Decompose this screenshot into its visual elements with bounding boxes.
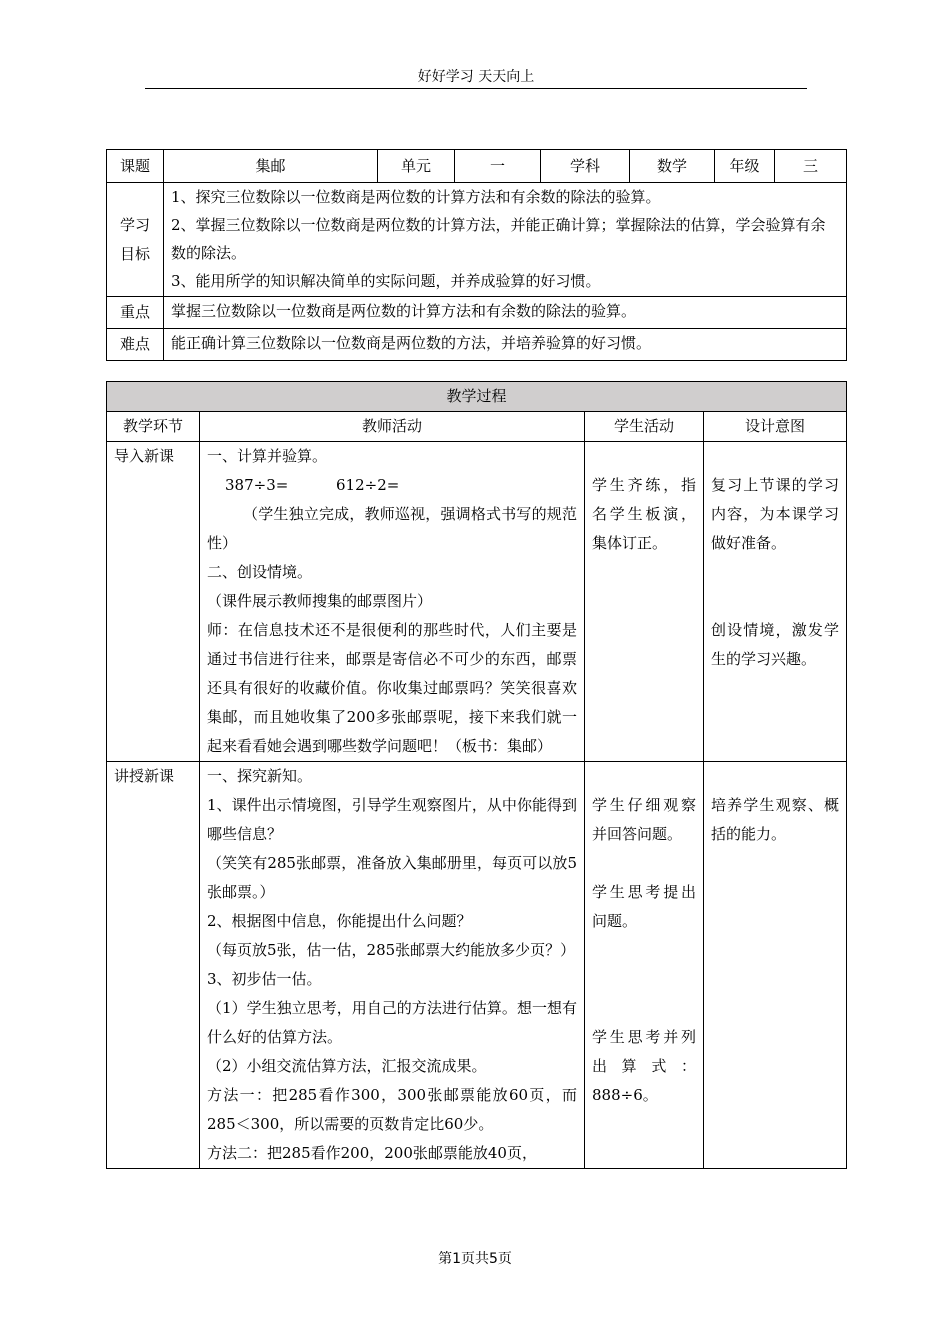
goal-item: 3、能用所学的知识解决简单的实际问题，并养成验算的好习惯。 (171, 272, 601, 290)
topic-value: 集邮 (164, 150, 378, 183)
student-activity: 学生思考提出问题。 (592, 883, 696, 930)
column-header: 设计意图 (704, 412, 847, 442)
teacher-line: 方法一：把285看作300，300张邮票能放60页，而285＜300，所以需要的页数肯定比60少。 (207, 1086, 577, 1133)
grade-label: 年级 (715, 150, 775, 183)
goal-item: 2、掌握三位数除以一位数商是两位数的计算方法，并能正确计算；掌握除法的估算，学会验算有余数的除法。 (171, 216, 826, 262)
column-header: 学生活动 (585, 412, 704, 442)
page-header: 好好学习 天天向上 (417, 69, 535, 85)
teacher-line: 师：在信息技术还不是很便利的那些时代，人们主要是通过书信进行往来，邮票是寄信必不可少的东西，邮票还具有很好的收藏价值。你收集过邮票吗？笑笑很喜欢集邮，而且她收集了200多张邮票呢，接下来我们就一起来看看她会遇到哪些数学问题吧！（板书：集邮） (207, 621, 577, 755)
teacher-line: 一、计算并验算。 (207, 447, 328, 465)
grade-value: 三 (775, 150, 847, 183)
teacher-line: 3、初步估一估。 (207, 970, 322, 988)
section-name: 导入新课 (107, 442, 200, 762)
process-title: 教学过程 (107, 382, 847, 412)
page-footer: 第1页共5页 (438, 1251, 512, 1267)
topic-label: 课题 (107, 150, 164, 183)
student-activity: 学生仔细观察并回答问题。 (592, 796, 696, 843)
teacher-line: （课件展示教师搜集的邮票图片） (207, 592, 433, 610)
goal-item: 1、探究三位数除以一位数商是两位数的计算方法和有余数的除法的验算。 (171, 188, 661, 206)
design-intent: 培养学生观察、概括的能力。 (711, 796, 840, 843)
section-name: 讲授新课 (107, 762, 200, 1169)
teacher-line: 387÷3= 612÷2= (225, 476, 400, 494)
key-label: 重点 (107, 297, 164, 329)
design-intent: 复习上节课的学习内容，为本课学习做好准备。 (711, 476, 840, 552)
teacher-line: 一、探究新知。 (207, 767, 313, 785)
teacher-line: 1、课件出示情境图，引导学生观察图片，从中你能得到哪些信息？ (207, 796, 577, 843)
goals-label: 学习目标 (107, 183, 164, 297)
teacher-line: 二、创设情境。 (207, 563, 313, 581)
teacher-line: （笑笑有285张邮票，准备放入集邮册里，每页可以放5张邮票。） (207, 854, 577, 901)
student-activity: 学生齐练，指名学生板演，集体订正。 (592, 476, 696, 552)
key-value: 掌握三位数除以一位数商是两位数的计算方法和有余数的除法的验算。 (164, 297, 847, 329)
teacher-line: （每页放5张，估一估，285张邮票大约能放多少页？） (207, 941, 576, 959)
student-activity: 学生思考并列出算式：888÷6。 (592, 1028, 696, 1104)
teacher-line: （1）学生独立思考，用自己的方法进行估算。想一想有什么好的估算方法。 (207, 999, 577, 1046)
difficult-value: 能正确计算三位数除以一位数商是两位数的方法，并培养验算的好习惯。 (164, 329, 847, 361)
header-divider (145, 88, 807, 89)
teacher-line: （学生独立完成，教师巡视，强调格式书写的规范性） (207, 505, 577, 552)
lesson-info-table (106, 149, 847, 361)
difficult-label: 难点 (107, 329, 164, 361)
teacher-line: 2、根据图中信息，你能提出什么问题？ (207, 912, 472, 930)
design-intent: 创设情境，激发学生的学习兴趣。 (711, 621, 840, 668)
subject-value: 数学 (630, 150, 715, 183)
teacher-line: 方法二：把285看作200，200张邮票能放40页， (207, 1144, 537, 1162)
unit-label: 单元 (378, 150, 455, 183)
teacher-line: （2）小组交流估算方法，汇报交流成果。 (207, 1057, 487, 1075)
teaching-process-table (106, 381, 847, 1169)
column-header: 教学环节 (107, 412, 200, 442)
column-header: 教师活动 (200, 412, 585, 442)
unit-value: 一 (455, 150, 541, 183)
subject-label: 学科 (541, 150, 630, 183)
